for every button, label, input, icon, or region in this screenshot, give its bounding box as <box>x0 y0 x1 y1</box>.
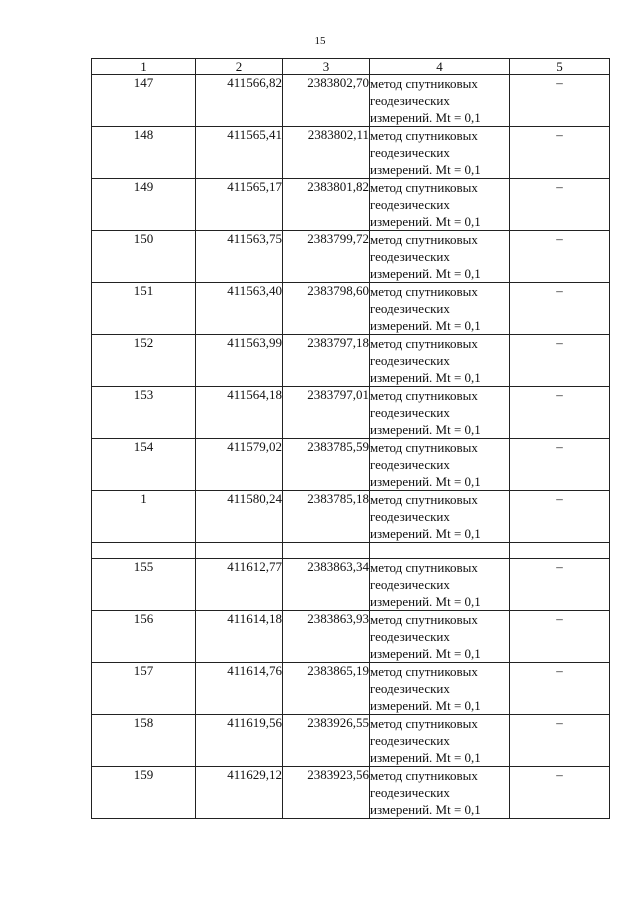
table-row <box>92 439 610 491</box>
coordinate-y: 2383923,56 <box>283 767 370 819</box>
table-row <box>92 715 610 767</box>
method-cell <box>370 559 510 611</box>
method-line: измерений. Mt = 0,1 <box>370 802 481 817</box>
table-row <box>92 663 610 715</box>
coordinate-y: 2383785,59 <box>283 439 370 491</box>
method-line: метод спутниковых <box>370 180 478 195</box>
method-cell <box>370 715 510 767</box>
table-row <box>92 335 610 387</box>
method-line: метод спутниковых <box>370 560 478 575</box>
dash-cell: – <box>510 439 610 491</box>
method-line: метод спутниковых <box>370 664 478 679</box>
table-row <box>92 283 610 335</box>
method-line: метод спутниковых <box>370 232 478 247</box>
method-line: измерений. Mt = 0,1 <box>370 646 481 661</box>
header-cell: 4 <box>370 59 510 75</box>
method-line: измерений. Mt = 0,1 <box>370 162 481 177</box>
point-number: 156 <box>92 611 196 663</box>
point-number: 153 <box>92 387 196 439</box>
header-cell: 5 <box>510 59 610 75</box>
coordinate-x: 411563,99 <box>196 335 283 387</box>
dash-cell: – <box>510 127 610 179</box>
coordinate-x: 411614,18 <box>196 611 283 663</box>
empty-cell <box>370 543 510 559</box>
method-line: геодезических <box>370 197 450 212</box>
method-line: измерений. Mt = 0,1 <box>370 110 481 125</box>
method-line: геодезических <box>370 353 450 368</box>
method-line: метод спутниковых <box>370 336 478 351</box>
method-line: измерений. Mt = 0,1 <box>370 698 481 713</box>
dash-cell: – <box>510 611 610 663</box>
point-number: 148 <box>92 127 196 179</box>
coordinate-x: 411579,02 <box>196 439 283 491</box>
method-line: измерений. Mt = 0,1 <box>370 214 481 229</box>
method-cell <box>370 335 510 387</box>
dash-cell: – <box>510 491 610 543</box>
header-row <box>92 59 610 75</box>
method-cell <box>370 179 510 231</box>
header-cell: 3 <box>283 59 370 75</box>
method-line: геодезических <box>370 509 450 524</box>
coordinate-y: 2383863,93 <box>283 611 370 663</box>
method-cell <box>370 663 510 715</box>
dash-cell: – <box>510 283 610 335</box>
dash-cell: – <box>510 75 610 127</box>
method-line: геодезических <box>370 733 450 748</box>
table-row <box>92 767 610 819</box>
coordinate-x: 411563,75 <box>196 231 283 283</box>
method-cell <box>370 283 510 335</box>
method-line: метод спутниковых <box>370 128 478 143</box>
point-number: 158 <box>92 715 196 767</box>
coordinate-x: 411614,76 <box>196 663 283 715</box>
method-line: геодезических <box>370 249 450 264</box>
method-line: геодезических <box>370 93 450 108</box>
method-cell <box>370 231 510 283</box>
table-row <box>92 387 610 439</box>
coordinate-y: 2383863,34 <box>283 559 370 611</box>
method-line: геодезических <box>370 785 450 800</box>
coordinate-y: 2383802,11 <box>283 127 370 179</box>
header-cell: 1 <box>92 59 196 75</box>
method-line: геодезических <box>370 577 450 592</box>
method-line: измерений. Mt = 0,1 <box>370 370 481 385</box>
dash-cell: – <box>510 559 610 611</box>
empty-cell <box>196 543 283 559</box>
coordinate-y: 2383865,19 <box>283 663 370 715</box>
table-row <box>92 127 610 179</box>
dash-cell: – <box>510 231 610 283</box>
coordinate-y: 2383798,60 <box>283 283 370 335</box>
point-number: 155 <box>92 559 196 611</box>
coordinate-x: 411629,12 <box>196 767 283 819</box>
table-row <box>92 75 610 127</box>
coordinate-x: 411580,24 <box>196 491 283 543</box>
point-number: 157 <box>92 663 196 715</box>
point-number: 1 <box>92 491 196 543</box>
table-row <box>92 611 610 663</box>
point-number: 152 <box>92 335 196 387</box>
method-line: геодезических <box>370 405 450 420</box>
point-number: 154 <box>92 439 196 491</box>
coordinate-y: 2383799,72 <box>283 231 370 283</box>
dash-cell: – <box>510 387 610 439</box>
method-line: измерений. Mt = 0,1 <box>370 526 481 541</box>
method-line: геодезических <box>370 681 450 696</box>
method-line: метод спутниковых <box>370 440 478 455</box>
point-number: 147 <box>92 75 196 127</box>
point-number: 159 <box>92 767 196 819</box>
header-cell: 2 <box>196 59 283 75</box>
method-line: геодезических <box>370 457 450 472</box>
coordinate-y: 2383802,70 <box>283 75 370 127</box>
method-line: измерений. Mt = 0,1 <box>370 266 481 281</box>
coordinate-y: 2383797,18 <box>283 335 370 387</box>
table-row <box>92 179 610 231</box>
method-cell <box>370 75 510 127</box>
method-line: геодезических <box>370 301 450 316</box>
method-cell <box>370 387 510 439</box>
point-number: 149 <box>92 179 196 231</box>
method-line: метод спутниковых <box>370 284 478 299</box>
method-line: измерений. Mt = 0,1 <box>370 422 481 437</box>
method-line: измерений. Mt = 0,1 <box>370 750 481 765</box>
coordinate-y: 2383797,01 <box>283 387 370 439</box>
coordinate-x: 411619,56 <box>196 715 283 767</box>
dash-cell: – <box>510 715 610 767</box>
point-number: 150 <box>92 231 196 283</box>
coordinates-table <box>91 58 610 819</box>
method-line: измерений. Mt = 0,1 <box>370 474 481 489</box>
coordinate-x: 411565,41 <box>196 127 283 179</box>
dash-cell: – <box>510 663 610 715</box>
method-line: геодезических <box>370 145 450 160</box>
empty-cell <box>92 543 196 559</box>
empty-cell <box>283 543 370 559</box>
dash-cell: – <box>510 335 610 387</box>
method-line: геодезических <box>370 629 450 644</box>
coordinate-x: 411566,82 <box>196 75 283 127</box>
table-row <box>92 491 610 543</box>
method-cell <box>370 611 510 663</box>
coordinate-x: 411565,17 <box>196 179 283 231</box>
method-cell <box>370 491 510 543</box>
dash-cell: – <box>510 179 610 231</box>
page-number: 15 <box>314 35 326 47</box>
separator-row <box>92 543 610 559</box>
method-line: метод спутниковых <box>370 716 478 731</box>
method-cell <box>370 439 510 491</box>
coordinate-x: 411612,77 <box>196 559 283 611</box>
method-line: метод спутниковых <box>370 492 478 507</box>
method-line: измерений. Mt = 0,1 <box>370 318 481 333</box>
coordinate-y: 2383801,82 <box>283 179 370 231</box>
method-line: метод спутниковых <box>370 76 478 91</box>
coordinate-y: 2383785,18 <box>283 491 370 543</box>
coordinate-y: 2383926,55 <box>283 715 370 767</box>
method-line: метод спутниковых <box>370 768 478 783</box>
method-cell <box>370 767 510 819</box>
coordinate-x: 411563,40 <box>196 283 283 335</box>
method-line: измерений. Mt = 0,1 <box>370 594 481 609</box>
method-line: метод спутниковых <box>370 612 478 627</box>
empty-cell <box>510 543 610 559</box>
table-row <box>92 231 610 283</box>
point-number: 151 <box>92 283 196 335</box>
dash-cell: – <box>510 767 610 819</box>
coordinate-x: 411564,18 <box>196 387 283 439</box>
method-line: метод спутниковых <box>370 388 478 403</box>
table-row <box>92 559 610 611</box>
method-cell <box>370 127 510 179</box>
